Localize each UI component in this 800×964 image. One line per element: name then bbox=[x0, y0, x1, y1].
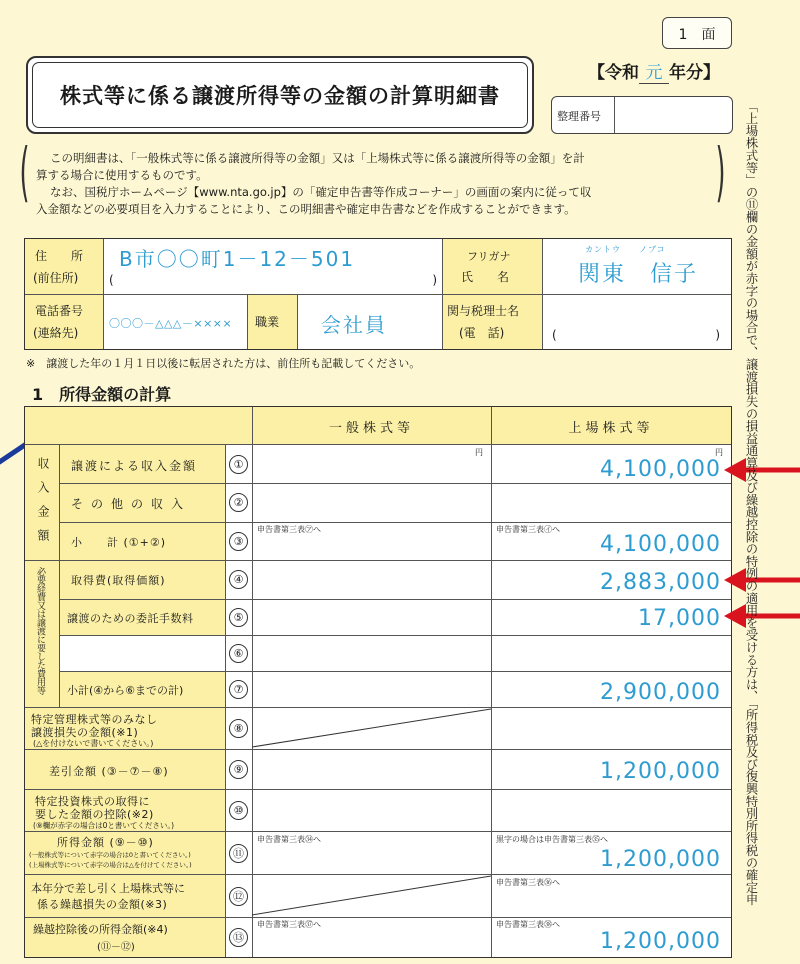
row-no-11: ⑪ bbox=[229, 844, 248, 863]
side-group-revenue: 収入金額 bbox=[36, 457, 50, 553]
tax-phone-paren: ( ) bbox=[552, 328, 720, 342]
listed-amount-13: 1,200,000 bbox=[600, 929, 721, 954]
row3-listed-note: 申告書第三表㋑へ bbox=[496, 525, 560, 534]
name-value: 関東 信子 bbox=[578, 262, 699, 287]
intro-line-4: 入金額などの必要項目を入力することにより、この明細書や確定申告書などを作成することができます。 bbox=[36, 202, 576, 216]
contact-label: (連絡先) bbox=[33, 326, 79, 340]
intro-paren-left: ( bbox=[19, 136, 30, 210]
era-year-value: 元 bbox=[639, 58, 669, 84]
job-value: 会社員 bbox=[321, 313, 387, 337]
red-arrow-icon bbox=[724, 450, 800, 490]
row-label-9: 差引金額 (③－⑦－⑧) bbox=[49, 765, 169, 778]
row-label-2: その他の収入 bbox=[71, 497, 192, 511]
row-no-1: ① bbox=[229, 455, 248, 474]
side-group-expenses: 必要経費又は譲渡に要した費用等 bbox=[35, 567, 45, 695]
row-label-8a: 特定管理株式等のみなし bbox=[31, 713, 158, 726]
row-label-8c: (△を付けないで書いてください。) bbox=[33, 739, 154, 748]
tax-accountant-label: 関与税理士名 bbox=[447, 304, 520, 318]
phone-value: 〇〇〇－△△△－×××× bbox=[109, 317, 233, 330]
side-vertical-note: 「上場株式等」の⑪欄の金額が赤字の場合で、譲渡損失の損益通算及び繰越控除の特例の適用を受ける方は、「所得税及び復興特別所得税の確定申 bbox=[744, 100, 758, 906]
address-label: 住 所 bbox=[35, 249, 84, 263]
section-title: 1 所得金額の計算 bbox=[32, 385, 172, 404]
row-no-12: ⑫ bbox=[229, 887, 248, 906]
row-label-10b: 要した金額の控除(※2) bbox=[35, 808, 154, 821]
page-number-box bbox=[662, 17, 732, 49]
title-box bbox=[26, 56, 534, 134]
row-no-2: ② bbox=[229, 493, 248, 512]
name-label: 氏 名 bbox=[461, 270, 510, 284]
listed-amount-11: 1,200,000 bbox=[600, 847, 721, 872]
intro-line-1: この明細書は、「一般株式等に係る譲渡所得等の金額」又は「上場株式等に係る譲渡所得等の金額」を計 bbox=[50, 151, 585, 165]
red-arrow-icon bbox=[724, 596, 800, 636]
row-no-9: ⑨ bbox=[229, 760, 248, 779]
era-suffix: 年分】 bbox=[669, 63, 720, 83]
address-value: B市〇〇町1－12－501 bbox=[119, 247, 356, 271]
red-arrow-icon bbox=[724, 560, 800, 600]
row-label-12b: 係る繰越損失の金額(※3) bbox=[37, 898, 168, 911]
phone-label: 電話番号 bbox=[35, 304, 84, 318]
row13-listed-note: 申告書第三表㊳へ bbox=[496, 920, 560, 929]
row-label-13b: (⑪－⑫) bbox=[97, 942, 135, 953]
row-label-10c: (⑨欄が赤字の場合は0と書いてください。) bbox=[33, 821, 175, 830]
row-no-5: ⑤ bbox=[229, 608, 248, 627]
seiri-box bbox=[551, 96, 733, 134]
listed-amount-4: 2,883,000 bbox=[600, 570, 721, 595]
row-no-7: ⑦ bbox=[229, 680, 248, 699]
address-paren: ( ) bbox=[109, 273, 437, 287]
listed-amount-5: 17,000 bbox=[638, 606, 721, 631]
era-prefix: 【令和 bbox=[588, 63, 639, 83]
name-kana: カントウ ノブコ bbox=[585, 245, 666, 254]
row-label-7: 小計(④から⑥までの計) bbox=[67, 684, 184, 697]
row-no-10: ⑩ bbox=[229, 801, 248, 820]
intro-line-3: なお、国税庁ホームページ【www.nta.go.jp】の「確定申告書等作成コーナー」の画面の案内に従って収 bbox=[50, 185, 592, 199]
listed-amount-9: 1,200,000 bbox=[600, 759, 721, 784]
row3-general-note: 申告書第三表㋐へ bbox=[257, 525, 321, 534]
row-label-10a: 特定投資株式の取得に bbox=[35, 795, 150, 808]
era-year bbox=[588, 58, 720, 84]
row-label-5: 譲渡のための委託手数料 bbox=[67, 612, 194, 625]
row-label-1: 譲渡による収入金額 bbox=[71, 459, 198, 473]
row11-general-note: 申告書第三表㉞へ bbox=[257, 835, 321, 844]
row13-general-note: 申告書第三表㊲へ bbox=[257, 920, 321, 929]
furigana-label: フリガナ bbox=[467, 250, 511, 263]
row-label-4: 取得費(取得価額) bbox=[71, 574, 166, 587]
row-no-3: ③ bbox=[229, 532, 248, 551]
listed-amount-3: 4,100,000 bbox=[600, 532, 721, 557]
row-no-4: ④ bbox=[229, 570, 248, 589]
row-label-12a: 本年分で差し引く上場株式等に bbox=[31, 882, 185, 895]
info-table bbox=[24, 238, 732, 350]
former-address-label: (前住所) bbox=[33, 271, 79, 285]
row-label-13a: 繰越控除後の所得金額(※4) bbox=[33, 923, 168, 936]
intro-paren-right: ) bbox=[715, 136, 726, 210]
yen-listed: 円 bbox=[715, 448, 723, 457]
seiri-label: 整理番号 bbox=[557, 110, 601, 123]
row11-listed-note: 黒字の場合は申告書第三表㉟へ bbox=[496, 835, 608, 844]
row-label-11a: 所得金額 (⑨－⑩) bbox=[57, 836, 154, 849]
yen-general: 円 bbox=[475, 448, 483, 457]
listed-amount-1: 4,100,000 bbox=[600, 457, 721, 482]
strike-row-8 bbox=[252, 707, 491, 749]
row-no-8: ⑧ bbox=[229, 719, 248, 738]
intro-line-2: 算する場合に使用するものです。 bbox=[36, 168, 208, 182]
row-label-11c: (上場株式等について赤字の場合は△を付けてください。) bbox=[29, 861, 192, 869]
income-table bbox=[24, 406, 732, 958]
row-no-13: ⑬ bbox=[229, 928, 248, 947]
job-label: 職業 bbox=[255, 315, 280, 329]
moving-notice: ※ 譲渡した年の１月１日以後に転居された方は、前住所も記載してください。 bbox=[26, 357, 421, 370]
row-label-8b: 譲渡損失の金額(※1) bbox=[31, 726, 139, 739]
column-listed: 上場株式等 bbox=[568, 421, 654, 436]
strike-row-12 bbox=[252, 874, 491, 917]
row12-listed-note: 申告書第三表㊱へ bbox=[496, 878, 560, 887]
tax-accountant-phone-label: (電 話) bbox=[459, 326, 505, 340]
row-no-6: ⑥ bbox=[229, 644, 248, 663]
listed-amount-7: 2,900,000 bbox=[600, 680, 721, 705]
column-general: 一般株式等 bbox=[328, 421, 414, 436]
page-number: 1 面 bbox=[678, 27, 716, 43]
row-label-11b: (一般株式等について赤字の場合は0と書いてください。) bbox=[29, 851, 191, 859]
page-title: 株式等に係る譲渡所得等の金額の計算明細書 bbox=[60, 84, 500, 108]
row-label-3: 小 計 (①+②) bbox=[71, 536, 167, 549]
